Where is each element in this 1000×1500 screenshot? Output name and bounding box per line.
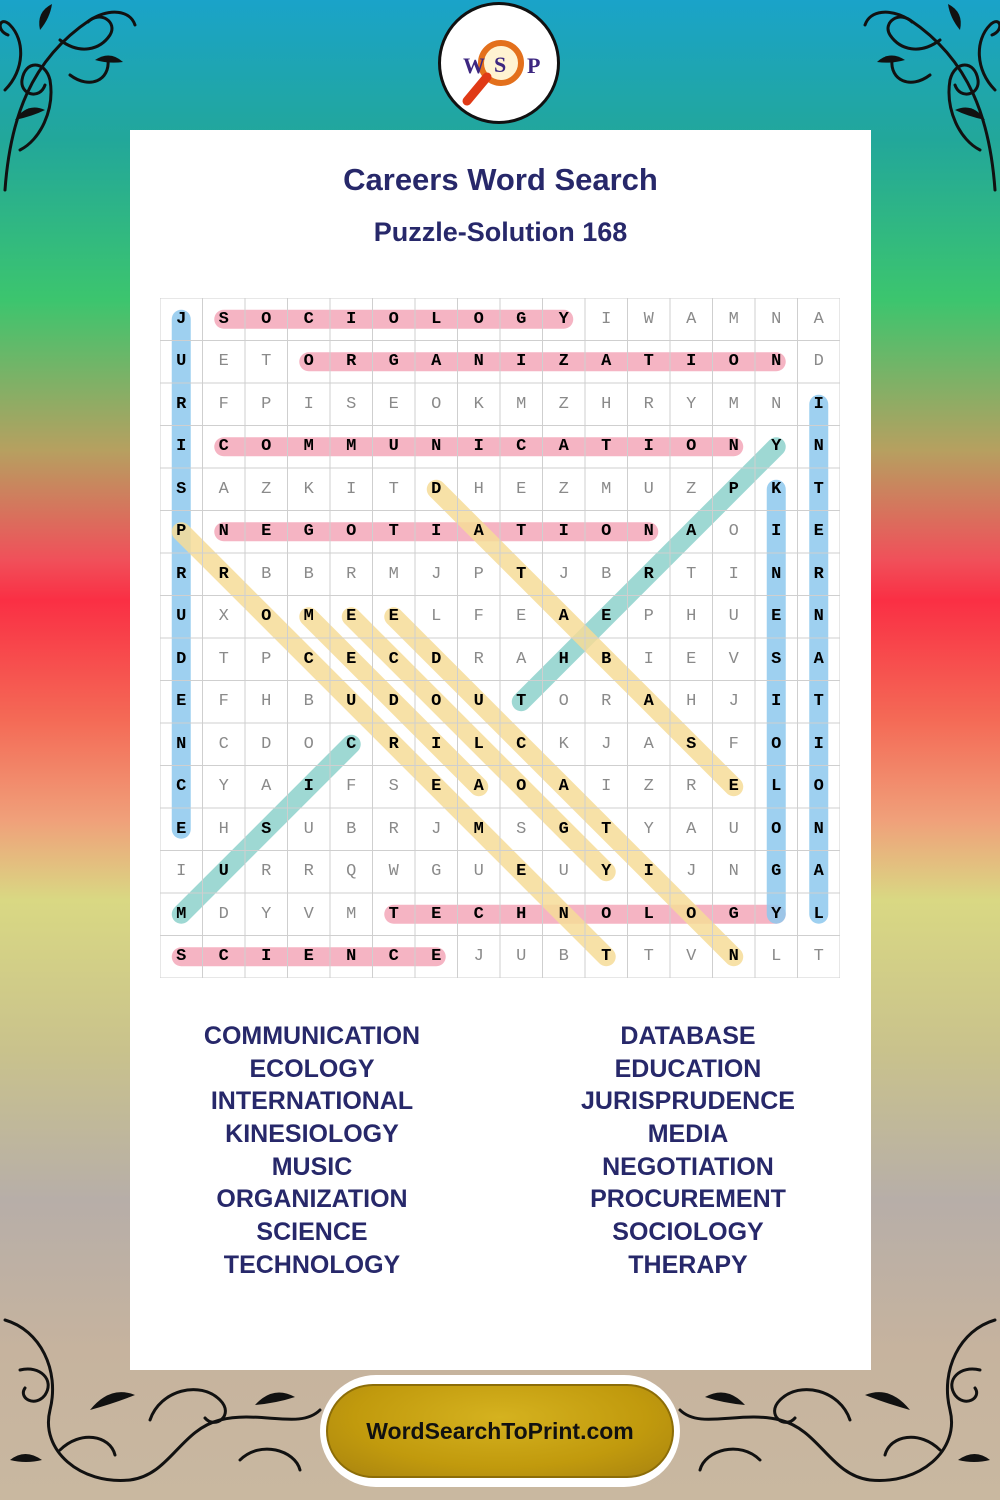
grid-cell[interactable]: O	[558, 692, 569, 712]
grid-cell[interactable]: E	[346, 649, 357, 669]
grid-cell[interactable]: Y	[558, 309, 569, 329]
grid-cell[interactable]: G	[431, 862, 442, 882]
grid-cell[interactable]: P	[261, 394, 272, 414]
grid-cell[interactable]: G	[516, 309, 527, 329]
grid-cell[interactable]: G	[388, 352, 399, 372]
grid-cell[interactable]: I	[431, 734, 442, 754]
word-search-grid	[160, 298, 840, 978]
grid-cell[interactable]: B	[601, 649, 612, 669]
grid-cell[interactable]: K	[558, 734, 569, 754]
grid-cell[interactable]: E	[431, 777, 442, 797]
grid-cell[interactable]: O	[303, 352, 314, 372]
grid-cell[interactable]: I	[303, 394, 314, 414]
grid-cell[interactable]: N	[218, 522, 229, 542]
grid-cell[interactable]: Z	[558, 479, 569, 499]
word-list-item: NEGOTIATION	[602, 1152, 774, 1181]
grid-cell[interactable]: M	[728, 394, 739, 414]
grid-cell[interactable]: I	[813, 734, 824, 754]
grid-cell[interactable]: E	[303, 947, 314, 967]
grid-cell[interactable]: S	[261, 819, 272, 839]
grid-cell[interactable]: O	[601, 522, 612, 542]
grid-cell[interactable]: R	[388, 819, 399, 839]
grid-cell[interactable]: S	[388, 777, 399, 797]
word-list-item: MEDIA	[647, 1120, 729, 1149]
grid-cell[interactable]: F	[218, 394, 229, 414]
grid-cell[interactable]: C	[218, 734, 229, 754]
magnifier-icon	[441, 5, 557, 121]
word-list-left	[162, 1020, 462, 1282]
grid-cell[interactable]: T	[813, 692, 824, 712]
word-list-item: JURISPRUDENCE	[581, 1087, 795, 1116]
grid-cell[interactable]: R	[346, 352, 357, 372]
grid-cell[interactable]: G	[771, 862, 782, 882]
grid-cell[interactable]: E	[516, 479, 527, 499]
grid-cell[interactable]: S	[346, 394, 357, 414]
grid-cell[interactable]: T	[813, 947, 824, 967]
grid-cell[interactable]: O	[686, 904, 697, 924]
grid-cell[interactable]: O	[261, 437, 272, 457]
grid-cell[interactable]: U	[218, 862, 229, 882]
grid-cell[interactable]: L	[771, 947, 782, 967]
grid-cell[interactable]: C	[176, 777, 187, 797]
grid-cell[interactable]: U	[473, 862, 484, 882]
grid-cell[interactable]: M	[473, 819, 484, 839]
grid-cell[interactable]: F	[218, 692, 229, 712]
grid-cell[interactable]: I	[643, 649, 654, 669]
grid-cell[interactable]: J	[558, 564, 569, 584]
grid-cell[interactable]: L	[813, 904, 824, 924]
grid-cell[interactable]: Y	[218, 777, 229, 797]
grid-cell[interactable]: I	[643, 437, 654, 457]
grid-cell[interactable]: N	[176, 734, 187, 754]
grid-cell[interactable]: N	[771, 352, 782, 372]
grid-cell[interactable]: B	[303, 692, 314, 712]
grid-cell[interactable]: E	[261, 522, 272, 542]
grid-cell[interactable]: Z	[686, 479, 697, 499]
grid-cell[interactable]: I	[346, 479, 357, 499]
grid-cell[interactable]: H	[218, 819, 229, 839]
website-label: WordSearchToPrint.com	[366, 1417, 634, 1444]
grid-cell[interactable]: B	[346, 819, 357, 839]
grid-cell[interactable]: K	[303, 479, 314, 499]
grid-cell[interactable]: A	[473, 777, 484, 797]
grid-cell[interactable]: B	[558, 947, 569, 967]
website-button[interactable]	[326, 1384, 674, 1478]
grid-cell[interactable]: I	[643, 862, 654, 882]
grid-cell[interactable]: Y	[686, 394, 697, 414]
grid-cell[interactable]: O	[771, 819, 782, 839]
grid-cell[interactable]: O	[601, 904, 612, 924]
grid-cell[interactable]: H	[261, 692, 272, 712]
grid-cell[interactable]: E	[431, 904, 442, 924]
grid-cell[interactable]: F	[473, 607, 484, 627]
grid-cell[interactable]: K	[771, 479, 782, 499]
word-list-item: COMMUNICATION	[203, 1022, 421, 1050]
grid-cell[interactable]: I	[728, 564, 739, 584]
grid-cell[interactable]: C	[388, 947, 399, 967]
grid-cell[interactable]: U	[728, 607, 739, 627]
grid-cell[interactable]: I	[346, 309, 357, 329]
grid-cell[interactable]: L	[643, 904, 654, 924]
grid-cell[interactable]: B	[261, 564, 272, 584]
grid-cell[interactable]: D	[176, 649, 187, 669]
grid-cell[interactable]: G	[558, 819, 569, 839]
grid-cell[interactable]: O	[261, 309, 272, 329]
grid-cell[interactable]: R	[473, 649, 484, 669]
grid-cell[interactable]: N	[813, 607, 824, 627]
grid-cell[interactable]: U	[346, 692, 357, 712]
grid-cell[interactable]: E	[176, 819, 187, 839]
grid-cell[interactable]: M	[303, 607, 314, 627]
grid-cell[interactable]: I	[771, 522, 782, 542]
grid-cell[interactable]: B	[601, 564, 612, 584]
top-left-ornament	[0, 0, 140, 200]
grid-cell[interactable]: Z	[643, 777, 654, 797]
grid-cell[interactable]: C	[473, 904, 484, 924]
grid-cell[interactable]: O	[388, 309, 399, 329]
grid-cell[interactable]: I	[473, 437, 484, 457]
grid-cell[interactable]: N	[728, 437, 739, 457]
grid-cell[interactable]: J	[601, 734, 612, 754]
grid-cell[interactable]: L	[431, 309, 442, 329]
grid-cell[interactable]: I	[176, 437, 187, 457]
grid-cell[interactable]: A	[813, 862, 824, 882]
grid-cell[interactable]: I	[601, 309, 612, 329]
grid-cell[interactable]: N	[558, 904, 569, 924]
grid-cell[interactable]: N	[771, 564, 782, 584]
grid-cell[interactable]: H	[516, 904, 527, 924]
grid-cell[interactable]: L	[771, 777, 782, 797]
grid-cell[interactable]: Q	[346, 862, 357, 882]
grid-cell[interactable]: T	[601, 947, 612, 967]
grid-cell[interactable]: J	[176, 309, 187, 329]
grid-cell[interactable]: D	[431, 479, 442, 499]
grid-cell[interactable]: S	[176, 479, 187, 499]
grid-cell[interactable]: U	[176, 607, 187, 627]
grid-cell[interactable]: J	[728, 692, 739, 712]
word-list-item: PROCUREMENT	[590, 1185, 786, 1214]
page-subtitle: Puzzle-Solution 168	[373, 217, 628, 247]
grid-cell[interactable]: C	[516, 734, 527, 754]
grid-cell[interactable]: L	[473, 734, 484, 754]
grid-cell[interactable]: M	[601, 479, 612, 499]
grid-cell[interactable]: N	[346, 947, 357, 967]
grid-cell[interactable]: G	[303, 522, 314, 542]
grid-cell[interactable]: Z	[261, 479, 272, 499]
grid-cell[interactable]: E	[431, 947, 442, 967]
grid-cell[interactable]: M	[303, 437, 314, 457]
grid-cell[interactable]: N	[728, 862, 739, 882]
grid-cell[interactable]: S	[686, 734, 697, 754]
grid-cell[interactable]: R	[218, 564, 229, 584]
grid-cell[interactable]: C	[218, 947, 229, 967]
grid-cell[interactable]: O	[771, 734, 782, 754]
grid-cell[interactable]: K	[473, 394, 484, 414]
grid-cell[interactable]: A	[218, 479, 229, 499]
word-list-item: TECHNOLOGY	[223, 1250, 401, 1279]
grid-cell[interactable]: U	[558, 862, 569, 882]
grid-cell[interactable]: R	[686, 777, 697, 797]
grid-cell[interactable]: Y	[601, 862, 612, 882]
grid-cell[interactable]: M	[516, 394, 527, 414]
grid-cell[interactable]: T	[601, 437, 612, 457]
grid-cell[interactable]: D	[388, 692, 399, 712]
grid-cell[interactable]: O	[516, 777, 527, 797]
grid-cell[interactable]: R	[176, 394, 187, 414]
grid-cell[interactable]: J	[473, 947, 484, 967]
grid-cell[interactable]: O	[346, 522, 357, 542]
grid-cell[interactable]: C	[303, 649, 314, 669]
grid-cell[interactable]: J	[686, 862, 697, 882]
grid-cell[interactable]: S	[218, 309, 229, 329]
grid-cell[interactable]: M	[176, 904, 187, 924]
logo-letter-w: W	[463, 53, 485, 78]
grid-cell[interactable]: A	[473, 522, 484, 542]
word-list-right	[538, 1020, 838, 1282]
grid-cell[interactable]: I	[601, 777, 612, 797]
grid-cell[interactable]: U	[303, 819, 314, 839]
top-right-ornament	[860, 0, 1000, 200]
grid-cell[interactable]: D	[813, 352, 824, 372]
grid-cell[interactable]: E	[771, 607, 782, 627]
grid-cell[interactable]: O	[431, 394, 442, 414]
word-list-item: THERAPY	[628, 1250, 748, 1279]
word-list-item: EDUCATION	[614, 1054, 762, 1083]
grid-cell[interactable]: P	[728, 479, 739, 499]
grid-cell[interactable]: E	[176, 692, 187, 712]
grid-cell[interactable]: I	[771, 692, 782, 712]
grid-cell[interactable]: T	[516, 564, 527, 584]
grid-cell[interactable]: N	[813, 437, 824, 457]
grid-cell[interactable]: D	[218, 904, 229, 924]
grid-cell[interactable]: T	[601, 819, 612, 839]
page-title: Careers Word Search	[343, 162, 658, 197]
grid-cell[interactable]: F	[346, 777, 357, 797]
word-list-item: MUSIC	[271, 1152, 353, 1181]
grid-cell[interactable]: A	[813, 649, 824, 669]
grid-cell[interactable]: M	[346, 904, 357, 924]
grid-cell[interactable]: C	[218, 437, 229, 457]
grid-cell[interactable]: T	[686, 564, 697, 584]
grid-cell[interactable]: M	[728, 309, 739, 329]
grid-cell[interactable]: A	[261, 777, 272, 797]
grid-cell[interactable]: N	[473, 352, 484, 372]
grid-cell[interactable]: N	[643, 522, 654, 542]
grid-cell[interactable]: R	[303, 862, 314, 882]
word-list-item: DATABASE	[620, 1022, 756, 1050]
grid-cell[interactable]: R	[813, 564, 824, 584]
grid-cell[interactable]: J	[431, 819, 442, 839]
grid-cell[interactable]: P	[643, 607, 654, 627]
grid-cell[interactable]: A	[558, 777, 569, 797]
grid-cell[interactable]: R	[346, 564, 357, 584]
grid-cell[interactable]: E	[388, 607, 399, 627]
grid-cell[interactable]: T	[261, 352, 272, 372]
word-list-item: SCIENCE	[256, 1218, 368, 1247]
grid-cell[interactable]: G	[728, 904, 739, 924]
grid-cell[interactable]: E	[388, 394, 399, 414]
grid-cell[interactable]: N	[771, 309, 782, 329]
grid-cell[interactable]: Y	[643, 819, 654, 839]
grid-cell[interactable]: O	[728, 352, 739, 372]
grid-cell[interactable]: E	[218, 352, 229, 372]
grid-cell[interactable]: R	[388, 734, 399, 754]
grid-cell[interactable]: X	[218, 607, 229, 627]
grid-cell[interactable]: A	[686, 819, 697, 839]
grid-cell[interactable]: A	[431, 352, 442, 372]
grid-cell[interactable]: I	[516, 352, 527, 372]
grid-cell[interactable]: H	[686, 692, 697, 712]
grid-cell[interactable]: W	[643, 309, 654, 329]
grid-cell[interactable]: P	[176, 522, 187, 542]
grid-cell[interactable]: N	[728, 947, 739, 967]
grid-cell[interactable]: T	[643, 352, 654, 372]
grid-cell[interactable]: O	[431, 692, 442, 712]
grid-cell[interactable]: T	[516, 522, 527, 542]
grid-cell[interactable]: Y	[771, 437, 782, 457]
grid-cell[interactable]: I	[303, 777, 314, 797]
grid-cell[interactable]: V	[686, 947, 697, 967]
word-list-item: SOCIOLOGY	[612, 1218, 764, 1247]
grid-cell[interactable]: U	[643, 479, 654, 499]
grid-cell[interactable]: H	[473, 479, 484, 499]
grid-cell[interactable]: T	[388, 522, 399, 542]
grid-cell[interactable]: O	[261, 607, 272, 627]
grid-cell[interactable]: O	[686, 437, 697, 457]
grid-cell[interactable]: T	[388, 479, 399, 499]
grid-cell[interactable]: I	[176, 862, 187, 882]
grid-cell[interactable]: T	[813, 479, 824, 499]
grid-cell[interactable]: C	[516, 437, 527, 457]
grid-cell[interactable]: Y	[771, 904, 782, 924]
grid-cell[interactable]: S	[516, 819, 527, 839]
grid-cell[interactable]: E	[686, 649, 697, 669]
grid-cell[interactable]: D	[261, 734, 272, 754]
grid-cell[interactable]: B	[303, 564, 314, 584]
grid-cell[interactable]: A	[686, 522, 697, 542]
grid-cell[interactable]: U	[728, 819, 739, 839]
grid-cell[interactable]: R	[176, 564, 187, 584]
grid-cell[interactable]: E	[516, 607, 527, 627]
grid-cell[interactable]: W	[388, 862, 399, 882]
grid-cell[interactable]: V	[303, 904, 314, 924]
grid-cell[interactable]: U	[473, 692, 484, 712]
grid-cell[interactable]: A	[686, 309, 697, 329]
grid-cell[interactable]: I	[431, 522, 442, 542]
grid-cell[interactable]: N	[431, 437, 442, 457]
grid-cell[interactable]: S	[176, 947, 187, 967]
grid-cell[interactable]: U	[176, 352, 187, 372]
grid-cell[interactable]: T	[516, 692, 527, 712]
grid-cell[interactable]: C	[303, 309, 314, 329]
grid-cell[interactable]: E	[813, 522, 824, 542]
grid-cell[interactable]: S	[771, 649, 782, 669]
grid-cell[interactable]: R	[643, 394, 654, 414]
grid-cell[interactable]: C	[388, 649, 399, 669]
grid-cell[interactable]: I	[813, 394, 824, 414]
grid-cell[interactable]: E	[346, 607, 357, 627]
grid-cell[interactable]: R	[261, 862, 272, 882]
grid-cell[interactable]: A	[643, 692, 654, 712]
grid-cell[interactable]: P	[261, 649, 272, 669]
grid-cell[interactable]: O	[473, 309, 484, 329]
grid-cell[interactable]: A	[516, 649, 527, 669]
grid-cell[interactable]: E	[601, 607, 612, 627]
logo-letter-p: P	[527, 53, 541, 78]
word-list-item: ORGANIZATION	[216, 1185, 408, 1214]
grid-cell[interactable]: J	[431, 564, 442, 584]
grid-cell[interactable]: Z	[558, 394, 569, 414]
grid-cell[interactable]: A	[813, 309, 824, 329]
word-list-item: KINESIOLOGY	[225, 1120, 399, 1149]
grid-cell[interactable]: F	[728, 734, 739, 754]
grid-cell[interactable]: H	[686, 607, 697, 627]
grid-cell[interactable]: V	[728, 649, 739, 669]
grid-cell[interactable]: M	[346, 437, 357, 457]
grid-cell[interactable]: U	[516, 947, 527, 967]
grid-cell[interactable]: R	[601, 692, 612, 712]
grid-cell[interactable]: H	[601, 394, 612, 414]
wsp-logo[interactable]	[438, 2, 560, 124]
grid-cell[interactable]: Z	[558, 352, 569, 372]
grid-cell[interactable]: A	[601, 352, 612, 372]
grid-cell[interactable]: D	[431, 649, 442, 669]
grid-cell[interactable]: I	[261, 947, 272, 967]
grid-cell[interactable]: I	[686, 352, 697, 372]
grid-cell[interactable]: M	[388, 564, 399, 584]
grid-cell[interactable]: L	[431, 607, 442, 627]
grid-cell[interactable]: E	[516, 862, 527, 882]
grid-cell[interactable]: E	[728, 777, 739, 797]
grid-cell[interactable]: U	[388, 437, 399, 457]
grid-cell[interactable]: A	[558, 437, 569, 457]
grid-cell[interactable]: O	[813, 777, 824, 797]
grid-cell[interactable]: I	[558, 522, 569, 542]
grid-cell[interactable]: T	[388, 904, 399, 924]
grid-cell[interactable]: O	[728, 522, 739, 542]
grid-cell[interactable]: P	[473, 564, 484, 584]
grid-cell[interactable]: T	[643, 947, 654, 967]
grid-cell[interactable]: C	[346, 734, 357, 754]
grid-cell[interactable]: N	[813, 819, 824, 839]
grid-cell[interactable]: A	[558, 607, 569, 627]
grid-cell[interactable]: A	[643, 734, 654, 754]
grid-cell[interactable]: R	[643, 564, 654, 584]
grid-cell[interactable]: T	[218, 649, 229, 669]
grid-cell[interactable]: H	[558, 649, 569, 669]
word-list-item: INTERNATIONAL	[210, 1087, 414, 1116]
logo-letter-s: S	[494, 52, 507, 77]
grid-cell[interactable]: N	[771, 394, 782, 414]
word-list-item: ECOLOGY	[249, 1054, 375, 1083]
grid-cell[interactable]: Y	[261, 904, 272, 924]
grid-cell[interactable]: O	[303, 734, 314, 754]
